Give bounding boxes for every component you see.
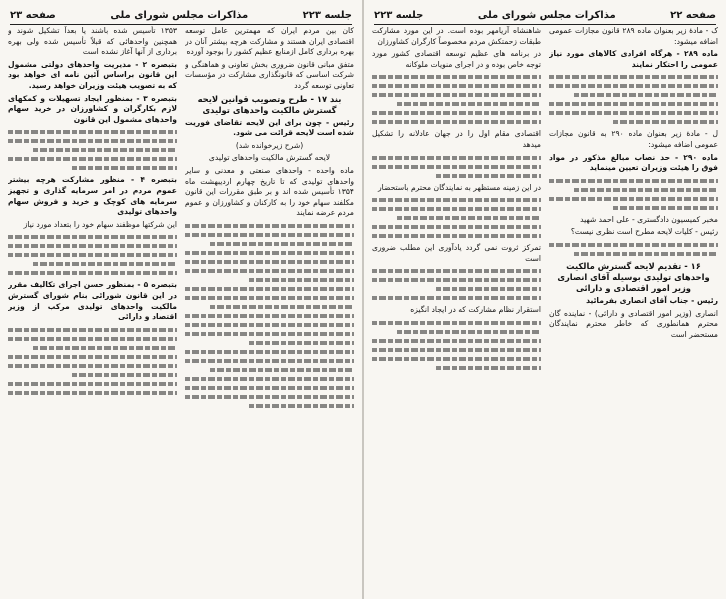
- paragraph: ماده ۲۸۹ - هرگاه افرادی کالاهای مورد نیاز عمومی را احتکار نمایند: [549, 49, 718, 69]
- left-page-number: صفحه ۲۳: [10, 9, 56, 21]
- body-text-lines: [372, 156, 541, 178]
- paragraph: (شرح زیرخوانده شد): [235, 140, 304, 150]
- paragraph: در این زمینه مستظهر به نمایندگان محترم باستحضار: [378, 182, 541, 192]
- right-page-session: جلسه ۲۲۳: [374, 9, 424, 21]
- paragraph: بتبصره ۵ - بمنظور حسن اجرای تکالیف مقرر در این قانون شورائی بنام شورای گسترش مالکیت واحدهای تولیدی مرکب از وزیر اقتصاد و دارائی: [8, 280, 177, 322]
- right-page-columns: [372, 26, 718, 593]
- paragraph: لایحه گسترش مالکیت واحدهای تولیدی: [208, 153, 331, 163]
- paragraph: بتبصره ۴ - منظور مشارکت هرچه بیشتر عموم مردم در امر سرمایه گذاری و تجهیز سرمایه های کوچک و خرید و فروش سهام واحدهای تولیدی: [8, 175, 177, 217]
- body-text-lines: [8, 328, 177, 395]
- paragraph: ک - مادهٔ زیر بعنوان ماده ۲۸۹ قانون مجازات عمومی اضافه میشود:: [549, 26, 718, 46]
- right-page-header: [374, 8, 716, 25]
- paragraph: ل - مادهٔ زیر بعنوان ماده ۲۹۰ به قانون مجازات عمومی اضافه میشود:: [549, 129, 718, 149]
- body-text-lines: [372, 269, 541, 300]
- paragraph: مخبر کمیسیون دادگستری - علی احمد شهید: [580, 214, 718, 224]
- right-page: [364, 0, 726, 599]
- paragraph: رئیس - جناب آقای انصاری بفرمائید: [586, 295, 718, 305]
- left-page-right-column: [185, 26, 354, 593]
- right-page-running-title: مذاکرات مجلس شورای ملی: [477, 9, 616, 21]
- left-page-columns: [8, 26, 354, 593]
- paragraph: متفق مبانی قانون ضروری بخش تعاونی و هماهنگی و شرکت اساسی که قانونگذاری مشارکت در مؤسسات تعاونی توسعه گردد: [185, 59, 354, 90]
- paragraph: انصاری (وزیر امور اقتصادی و دارائی) - نماینده گان محترم همانطوری که خاطر محترم نمایندگان مستحضر است: [549, 308, 718, 339]
- body-text-lines: [372, 321, 541, 370]
- right-page-right-column: [549, 26, 718, 593]
- paragraph: رئیس - چون برای این لایحه تقاضای فوریت شده است لایحه قرائت می شود.: [185, 117, 354, 138]
- body-text-lines: [372, 198, 541, 238]
- paragraph: تمرکز ثروت نمی گردد یادآوری این مطلب ضروری است: [372, 243, 541, 263]
- paragraph: اقتصادی مقام اول را در جهان عادلانه را تشکیل میدهد: [372, 129, 541, 149]
- paragraph: بتبصره ۳ - بمنظور ایجاد تسهیلات و کمکهای لازم بکارگران و کشاورزان در خرید سهام واحدهای مشمول این قانون: [8, 93, 177, 124]
- left-page-left-column: [8, 26, 177, 593]
- right-page-number: صفحه ۲۲: [670, 9, 716, 21]
- body-text-lines: [8, 235, 177, 275]
- left-page-session: جلسه ۲۲۳: [302, 9, 352, 21]
- paragraph: ماده ۲۹۰ - حد نصاب مبالغ مذکور در مواد فوق را هیئت وزیران تعیین مینماید: [549, 152, 718, 173]
- body-text-lines: [549, 75, 718, 124]
- paragraph: رئیس - کلیات لایحه مطرح است نظری نیست؟: [570, 227, 718, 237]
- left-page-running-title: مذاکرات مجلس شورای ملی: [110, 9, 249, 21]
- body-text-lines: [549, 179, 718, 210]
- paragraph: شاهنشاه آریامهر بوده است. در این مورد مشارکت طبقات زحمتکش مردم مخصوصاً کارگران کشاورزان: [372, 26, 541, 46]
- paragraph: در برنامه های عظیم توسعه اقتصادی کشور مورد توجه خاص بوده و در اجرای منویات ملوکانه: [372, 49, 541, 69]
- section-heading: بند ۱۷ - طرح وتصویب قوانین لایحه گسترش مالکیت واحدهای تولیدی: [197, 93, 342, 115]
- body-text-lines: [372, 75, 541, 124]
- body-text-lines: [549, 243, 718, 256]
- left-page-header: [10, 8, 352, 25]
- right-page-left-column: [372, 26, 541, 593]
- body-text-lines: [8, 130, 177, 170]
- section-heading: ۱۶ - تقدیم لایحه گسترش مالکیت واحدهای تولیدی بوسیله آقای انصاری وزیر امور اقتصادی و دارائی: [557, 260, 710, 293]
- body-text-lines: [185, 224, 354, 408]
- paragraph: ۱۳۵۳ تأسیس شده باشند یا بعداً تشکیل شوند و همچنین واحدهائی که قبلاً تأسیس شده ولی بهره برداری از آنها آغاز نشده است: [8, 26, 177, 57]
- paragraph: کان بین مردم ایران که مهمترین عامل توسعه اقتصادی ایران هستند و مشارکت هرچه بیشتر آنان در بهره برداری کامل ازمنابع عظیم کشور را بوجود آورده: [185, 26, 354, 57]
- paragraph: بتبصره ۲ - مدیریت واحدهای دولتی مشمول این قانون براساس آئین نامه ای خواهد بود که به تصویب هیئت وزیران خواهد رسید.: [8, 59, 177, 90]
- paragraph: استقرار نظام مشارکت که در ایجاد انگیزه: [410, 305, 541, 315]
- left-page: [0, 0, 362, 599]
- paragraph: این شرکتها موظفند سهام خود را بتعداد مورد نیاز: [23, 219, 177, 229]
- paragraph: ماده واحده - واحدهای صنعتی و معدنی و سایر واحدهای تولیدی که تا تاریخ چهارم اردیبهشت ماه ۱۳۵۴ تأسیس شده اند و بر طبق مقررات این قانون مکلفند سهام خود را به کارکنان و کشاورزان و عموم مردم عرضه نمایند: [185, 165, 354, 218]
